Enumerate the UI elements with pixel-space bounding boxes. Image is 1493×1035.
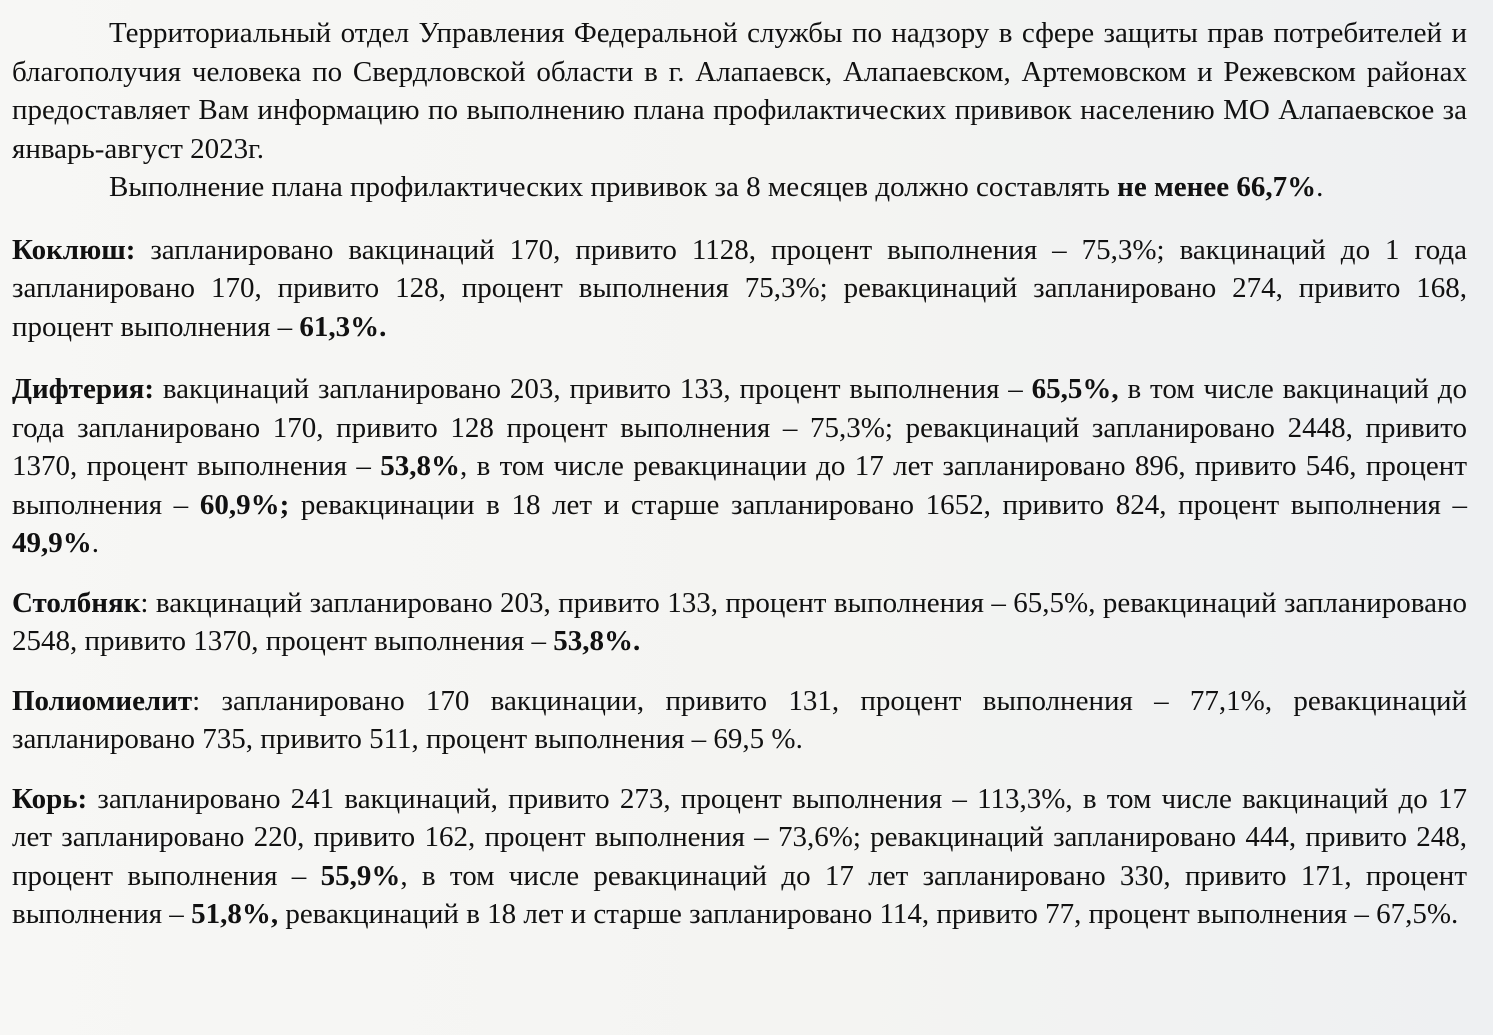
- plan-target-text: Выполнение плана профилактических прививок за 8 месяцев должно составлять: [109, 171, 1118, 203]
- diphtheria-heading: Дифтерия:: [12, 373, 155, 405]
- diphtheria-text-1: вакцинаций запланировано 203, привито 133, процент выполнения –: [154, 373, 1032, 405]
- plan-target-end: .: [1316, 171, 1324, 203]
- intro-text: Территориальный отдел Управления Федеральной службы по надзору в сфере защиты прав потребителей и благополучия человека по Свердловской области в г. Алапаевск, Алапаевском, Артемовском и Режевском районах предоставляет Вам информацию по выполнению плана профилактических прививок населению МО Алапаевское за январь-август 2023г.: [12, 17, 1467, 165]
- tetanus-text: : вакцинаций запланировано 203, привито 133, процент выполнения – 65,5%, ревакцинаций запланировано 2548, привито 1370, процент выполнения –: [12, 586, 1467, 657]
- tetanus-revaccination-percent: 53,8%.: [553, 625, 641, 657]
- diphtheria-text-3: , в том числе ревакцинации до 17 лет запланировано 896, привито 546, процент выполнения –: [12, 450, 1467, 521]
- diphtheria-paragraph: [12, 370, 1467, 563]
- polio-text: : запланировано 170 вакцинации, привито 131, процент выполнения – 77,1%, ревакцинаций запланировано 735, привито 511, процент выполнения – 69,5 %.: [12, 684, 1467, 755]
- measles-text-3: ревакцинаций в 18 лет и старше запланировано 114, привито 77, процент выполнения – 67,5%.: [278, 898, 1459, 930]
- plan-target-paragraph: [12, 168, 1467, 207]
- measles-under17-percent: 51,8%,: [191, 898, 279, 930]
- measles-paragraph: [12, 780, 1467, 934]
- intro-paragraph: [12, 14, 1467, 168]
- diphtheria-under17-percent: 60,9%;: [199, 488, 290, 521]
- pertussis-revaccination-percent: 61,3%.: [299, 310, 387, 343]
- pertussis-paragraph: [12, 231, 1467, 347]
- polio-paragraph: [12, 682, 1467, 759]
- pertussis-heading: Коклюш:: [12, 233, 136, 266]
- diphtheria-text-4: ревакцинации в 18 лет и старше запланировано 1652, привито 824, процент выполнения –: [289, 488, 1467, 521]
- measles-heading: Корь:: [12, 782, 88, 815]
- plan-target-value: не менее 66,7%: [1117, 171, 1317, 203]
- tetanus-paragraph: [12, 584, 1467, 661]
- measles-revaccination-percent: 55,9%: [320, 859, 401, 892]
- pertussis-text: запланировано вакцинаций 170, привито 1128, процент выполнения – 75,3%; вакцинаций до 1 года запланировано 170, привито 128, процент выполнения 75,3%; ревакцинаций запланировано 274, привито 168, процент выполнения –: [12, 233, 1467, 343]
- diphtheria-text-2: в том числе вакцинаций до года запланировано 170, привито 128 процент выполнения – 75,3%; ревакцинаций запланировано 2448, привито 1370, процент выполнения –: [12, 373, 1467, 482]
- diphtheria-adult-percent: 49,9%: [12, 527, 92, 559]
- diphtheria-vaccination-percent: 65,5%,: [1031, 373, 1119, 405]
- polio-heading: Полиомиелит: [12, 684, 193, 717]
- measles-text-1: запланировано 241 вакцинаций, привито 273, процент выполнения – 113,3%, в том числе вакцинаций до 17 лет запланировано 220, привито 162, процент выполнения – 73,6%; ревакцинаций запланировано 444, привито 248, процент выполнения –: [12, 782, 1467, 892]
- measles-text-2: , в том числе ревакцинаций до 17 лет запланировано 330, привито 171, процент выполнения –: [12, 859, 1467, 930]
- diphtheria-text-end: .: [91, 527, 99, 559]
- diphtheria-revaccination-percent: 53,8%: [380, 450, 461, 482]
- tetanus-heading: Столбняк: [12, 586, 141, 619]
